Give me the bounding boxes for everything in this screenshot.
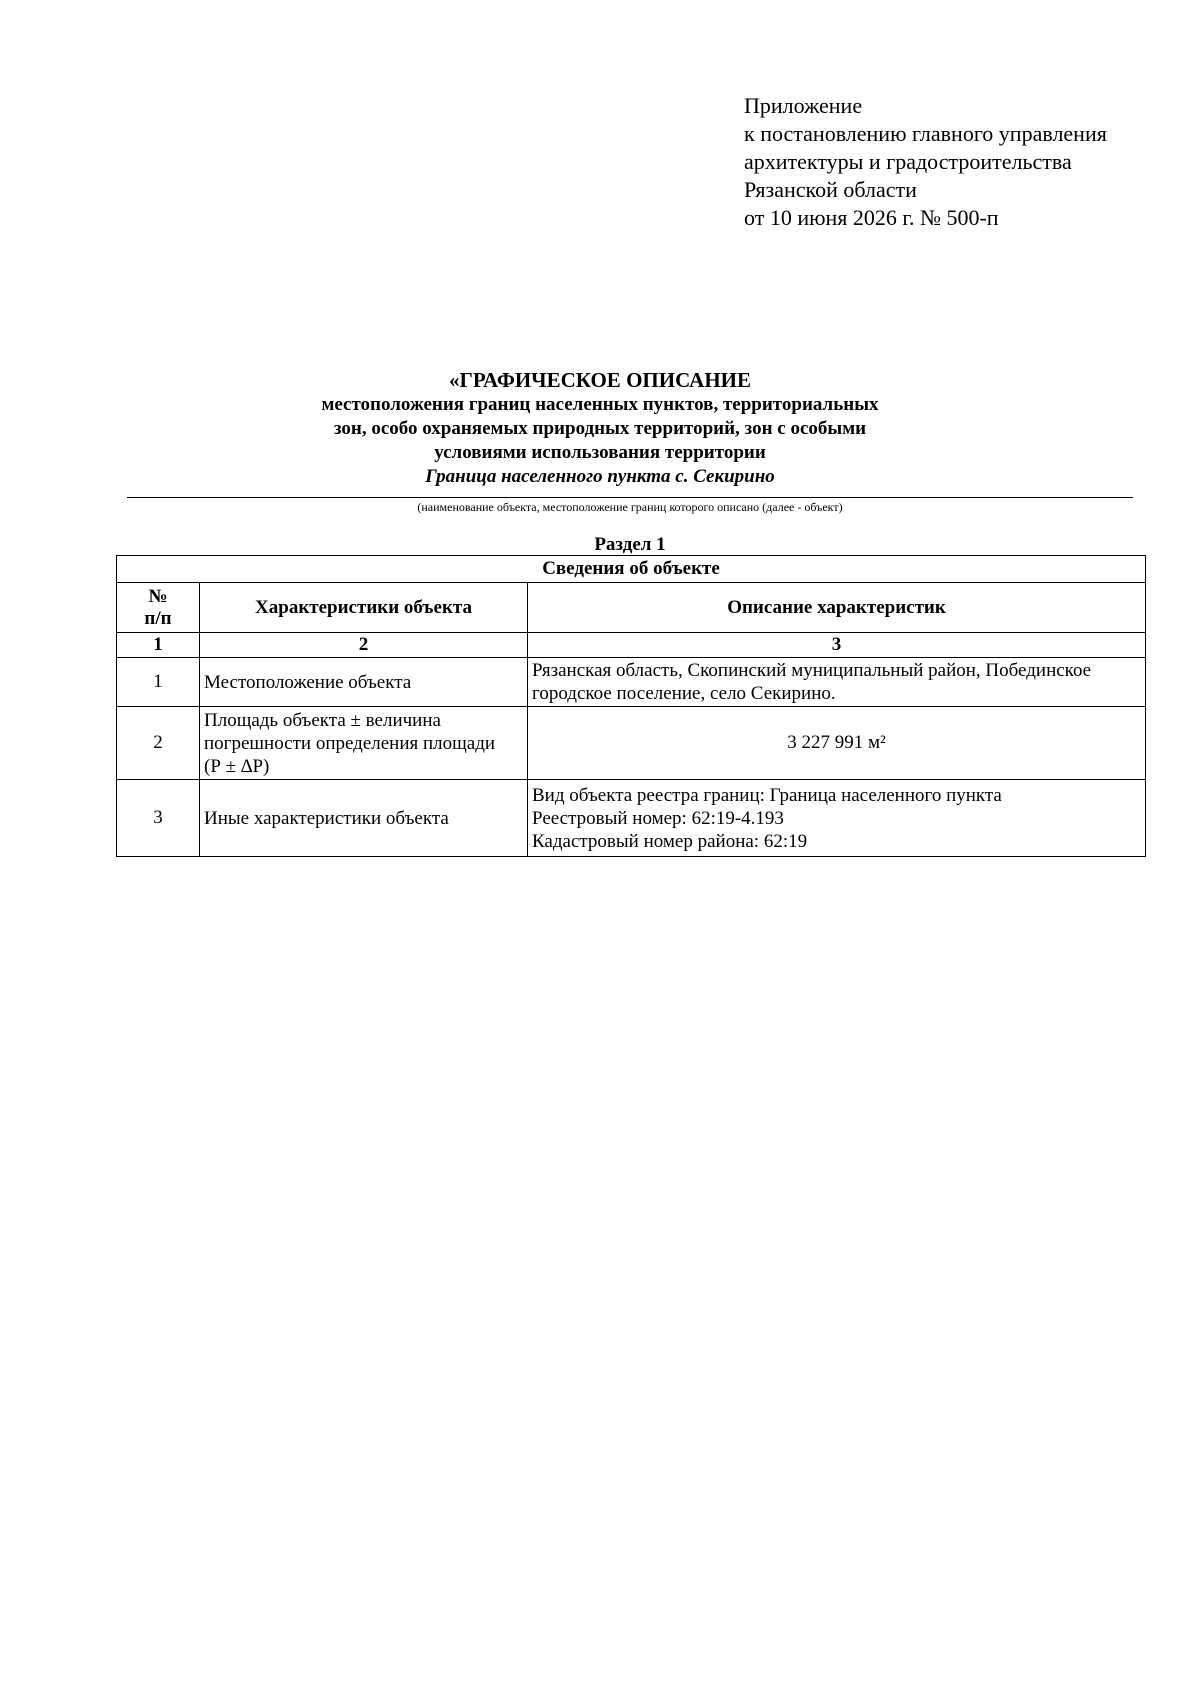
- column-number: 1: [117, 633, 200, 658]
- row-description: [528, 780, 1146, 857]
- object-info-table: [116, 555, 1146, 857]
- row-description-line: Кадастровый номер района: 62:19: [532, 830, 808, 852]
- document-subtitle-line: местоположения границ населенных пунктов, территориальных: [321, 394, 879, 415]
- column-number: 3: [528, 633, 1146, 658]
- document-subtitle-line: условиями использования территории: [434, 442, 766, 463]
- header-num-line: п/п: [144, 607, 172, 629]
- table-caption: Сведения об объекте: [117, 556, 1146, 583]
- column-number: 2: [200, 633, 528, 658]
- row-description-line: Вид объекта реестра границ: Граница населенного пункта: [532, 784, 1002, 806]
- row-number: 3: [117, 780, 200, 857]
- header-num: [117, 583, 200, 633]
- object-name-caption: (наименование объекта, местоположение границ которого описано (далее - объект): [417, 500, 843, 514]
- row-characteristic: [200, 707, 528, 780]
- appendix-line: от 10 июня 2026 г. № 500-п: [744, 205, 999, 230]
- row-description-line: городское поселение, село Секирино.: [532, 683, 836, 704]
- table-row: [117, 658, 1146, 707]
- document-title: «ГРАФИЧЕСКОЕ ОПИСАНИЕ: [448, 368, 752, 392]
- document-title-block: [100, 367, 1100, 489]
- header-description: Описание характеристик: [528, 583, 1146, 633]
- table-row: [117, 707, 1146, 780]
- section-label: Раздел 1: [594, 534, 666, 555]
- object-name: Граница населенного пункта с. Секирино: [425, 466, 775, 487]
- row-characteristic: Местоположение объекта: [200, 658, 528, 707]
- table-row: [117, 780, 1146, 857]
- row-description-line: Рязанская область, Скопинский муниципальный район, Побединское: [532, 660, 1092, 681]
- appendix-line: к постановлению главного управления: [744, 121, 1107, 146]
- document-subtitle-line: зон, особо охраняемых природных территорий, зон с особыми: [333, 418, 867, 439]
- row-characteristic-line: Площадь объекта ± величина: [204, 709, 441, 731]
- row-description: [528, 658, 1146, 707]
- column-numbers-row: [117, 633, 1146, 658]
- row-number: 2: [117, 707, 200, 780]
- header-characteristic: Характеристики объекта: [200, 583, 528, 633]
- row-number: 1: [117, 658, 200, 707]
- row-characteristic-line: погрешности определения площади: [204, 732, 496, 754]
- row-characteristic: Иные характеристики объекта: [200, 780, 528, 857]
- table-header-row: [117, 583, 1146, 633]
- appendix-line: Приложение: [744, 93, 863, 118]
- row-description: 3 227 991 м²: [528, 707, 1146, 780]
- appendix-line: Рязанской области: [744, 177, 917, 202]
- row-characteristic-line: (Р ± ∆Р): [204, 755, 270, 777]
- table-caption-row: [117, 556, 1146, 583]
- appendix-line: архитектуры и градостроительства: [744, 149, 1072, 174]
- appendix-block: [744, 92, 1107, 232]
- object-name-underline: [127, 497, 1133, 498]
- row-description-line: Реестровый номер: 62:19-4.193: [532, 807, 784, 829]
- header-num-line: №: [148, 585, 168, 607]
